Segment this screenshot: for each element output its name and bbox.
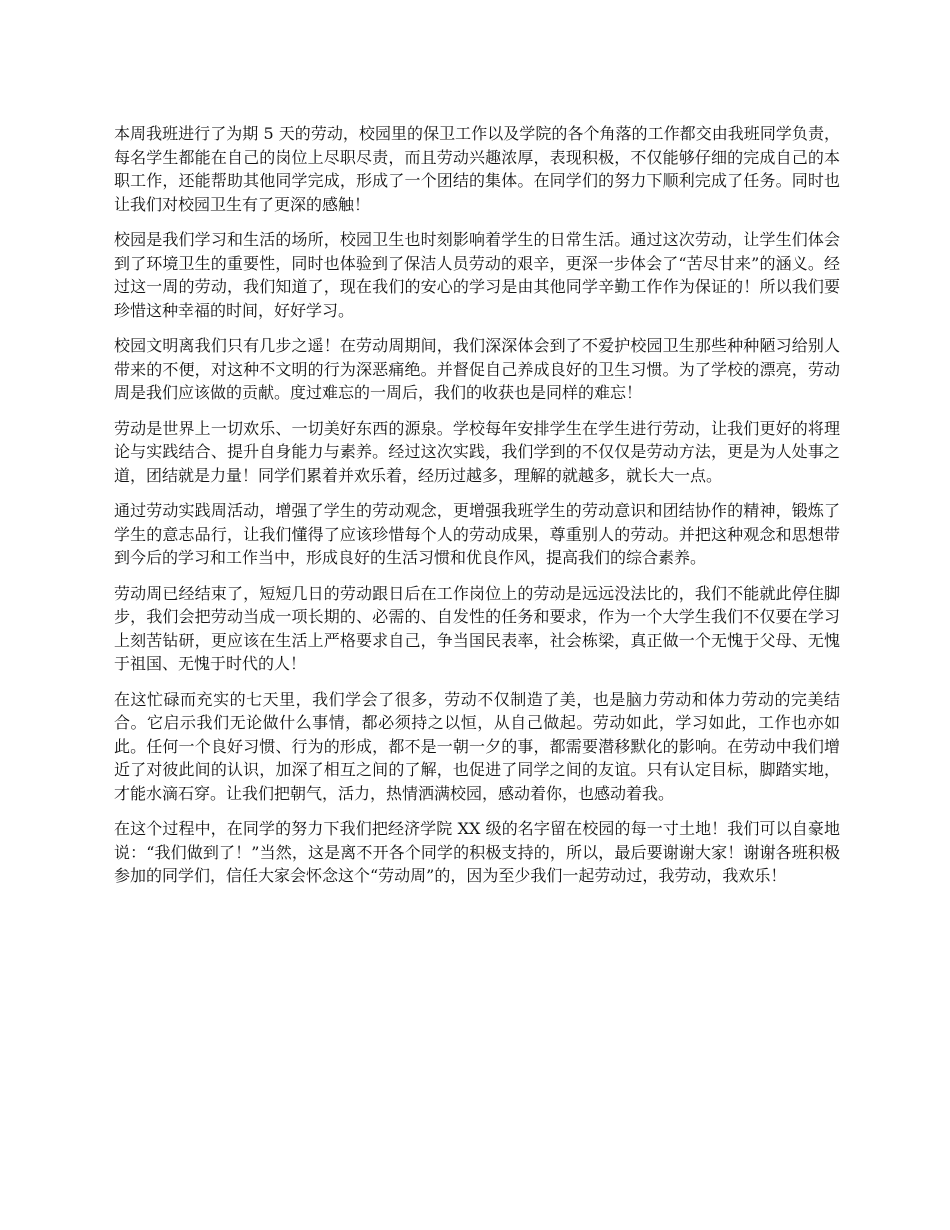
document-body — [114, 122, 840, 900]
paragraph: 本周我班进行了为期 5 天的劳动，校园里的保卫工作以及学院的各个角落的工作都交由我班同学负责，每名学生都能在自己的岗位上尽职尽责，而且劳动兴趣浓厚，表现积极，不仅能够仔细的完成自己的本职工作，还能帮助其他同学完成，形成了一个团结的集体。在同学们的努力下顺利完成了任务。同时也让我们对校园卫生有了更深的感触！ — [114, 124, 840, 214]
paragraph: 校园文明离我们只有几步之遥！在劳动周期间，我们深深体会到了不爱护校园卫生那些种种陋习给别人带来的不便，对这种不文明的行为深恶痛绝。并督促自己养成良好的卫生习惯。为了学校的漂亮，劳动周是我们应该做的贡献。度过难忘的一周后，我们的收获也是同样的难忘！ — [114, 336, 840, 402]
paragraph: 通过劳动实践周活动，增强了学生的劳动观念，更增强我班学生的劳动意识和团结协作的精神，锻炼了学生的意志品行，让我们懂得了应该珍惜每个人的劳动成果，尊重别人的劳动。并把这种观念和思想带到今后的学习和工作当中，形成良好的生活习惯和优良作风，提高我们的综合素养。 — [114, 501, 840, 567]
paragraph: 校园是我们学习和生活的场所，校园卫生也时刻影响着学生的日常生活。通过这次劳动，让学生们体会到了环境卫生的重要性，同时也体验到了保洁人员劳动的艰辛，更深一步体会了“苦尽甘来”的涵义。经过这一周的劳动，我们知道了，现在我们的安心的学习是由其他同学辛勤工作作为保证的！所以我们要珍惜这种幸福的时间，好好学习。 — [114, 230, 840, 320]
paragraph: 劳动是世界上一切欢乐、一切美好东西的源泉。学校每年安排学生在学生进行劳动，让我们更好的将理论与实践结合、提升自身能力与素养。经过这次实践，我们学到的不仅仅是劳动方法，更是为人处事之道，团结就是力量！同学们累着并欢乐着，经历过越多，理解的就越多，就长大一点。 — [114, 418, 840, 485]
paragraph: 在这个过程中，在同学的努力下我们把经济学院 XX 级的名字留在校园的每一寸土地！我们可以自豪地说：“我们做到了！”当然，这是离不开各个同学的积极支持的，所以，最后要谢谢大家！谢谢各班积极参加的同学们，信任大家会怀念这个“劳动周”的，因为至少我们一起劳动过，我劳动，我欢乐！ — [114, 819, 840, 885]
paragraph: 劳动周已经结束了，短短几日的劳动跟日后在工作岗位上的劳动是远远没法比的，我们不能就此停住脚步，我们会把劳动当成一项长期的、必需的、自发性的任务和要求，作为一个大学生我们不仅要在学习上刻苦钻研，更应该在生活上严格要求自己，争当国民表率，社会栋梁，真正做一个无愧于父母、无愧于祖国、无愧于时代的人！ — [114, 583, 840, 673]
paragraph: 在这忙碌而充实的七天里，我们学会了很多，劳动不仅制造了美，也是脑力劳动和体力劳动的完美结合。它启示我们无论做什么事情，都必须持之以恒，从自己做起。劳动如此，学习如此，工作也亦如此。任何一个良好习惯、行为的形成，都不是一朝一夕的事，都需要潜移默化的影响。在劳动中我们增近了对彼此间的认识，加深了相互之间的了解，也促进了同学之间的友谊。只有认定目标，脚踏实地，才能水滴石穿。让我们把朝气，活力，热情洒满校园，感动着你，也感动着我。 — [114, 689, 840, 803]
